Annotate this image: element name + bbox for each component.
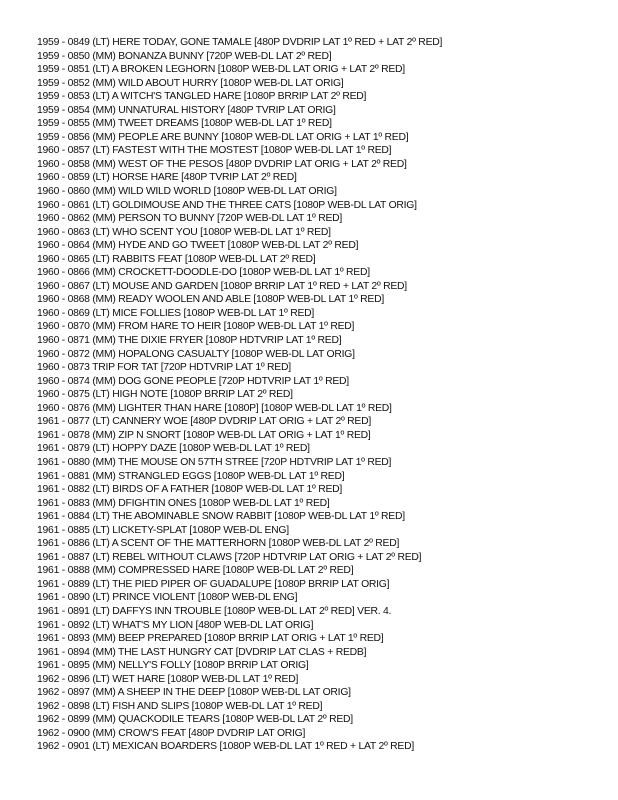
list-item: 1960 - 0867 (LT) MOUSE AND GARDEN [1080P BRRIP LAT 1º RED + LAT 2º RED]	[37, 280, 407, 292]
list-item: 1961 - 0885 (LT) LICKETY-SPLAT [1080P WEB-DL ENG]	[37, 524, 289, 536]
list-item: 1959 - 0855 (MM) TWEET DREAMS [1080P WEB-DL LAT 1º RED]	[37, 118, 332, 130]
list-item: 1961 - 0879 (LT) HOPPY DAZE [1080P WEB-DL LAT 1º RED]	[37, 443, 310, 455]
list-item: 1960 - 0872 (MM) HOPALONG CASUALTY [1080P WEB-DL LAT ORIG]	[37, 348, 355, 360]
list-item: 1959 - 0854 (MM) UNNATURAL HISTORY [480P TVRIP LAT ORIG]	[37, 104, 336, 116]
list-item: 1960 - 0870 (MM) FROM HARE TO HEIR [1080P WEB-DL LAT 1º RED]	[37, 321, 355, 333]
list-item: 1961 - 0886 (LT) A SCENT OF THE MATTERHORN [1080P WEB-DL LAT 2º RED]	[37, 538, 400, 550]
list-item: 1962 - 0901 (LT) MEXICAN BOARDERS [1080P WEB-DL LAT 1º RED + LAT 2º RED]	[37, 741, 414, 753]
list-item: 1961 - 0894 (MM) THE LAST HUNGRY CAT [DVDRIP LAT CLAS + REDB]	[37, 646, 367, 658]
list-item: 1961 - 0877 (LT) CANNERY WOE [480P DVDRIP LAT ORIG + LAT 2º RED]	[37, 416, 371, 428]
list-item: 1961 - 0895 (MM) NELLY'S FOLLY [1080P BRRIP LAT ORIG]	[37, 660, 309, 672]
list-item: 1960 - 0865 (LT) RABBITS FEAT [1080P WEB-DL LAT 2º RED]	[37, 253, 316, 265]
list-item: 1962 - 0896 (LT) WET HARE [1080P WEB-DL LAT 1º RED]	[37, 673, 299, 685]
list-item: 1961 - 0883 (MM) DFIGHTIN ONES [1080P WEB-DL LAT 1º RED]	[37, 497, 330, 509]
list-item: 1959 - 0852 (MM) WILD ABOUT HURRY [1080P WEB-DL LAT ORIG]	[37, 77, 344, 89]
list-item: 1959 - 0851 (LT) A BROKEN LEGHORN [1080P WEB-DL LAT ORIG + LAT 2º RED]	[37, 64, 405, 76]
list-item: 1959 - 0853 (LT) A WITCH'S TANGLED HARE [1080P BRRIP LAT 2º RED]	[37, 91, 367, 103]
list-item: 1960 - 0874 (MM) DOG GONE PEOPLE [720P HDTVRIP LAT 1º RED]	[37, 375, 349, 387]
list-item: 1959 - 0849 (LT) HERE TODAY, GONE TAMALE [480P DVDRIP LAT 1º RED + LAT 2º RED]	[37, 37, 443, 48]
list-item: 1961 - 0881 (MM) STRANGLED EGGS [1080P WEB-DL LAT 1º RED]	[37, 470, 345, 482]
list-item: 1960 - 0875 (LT) HIGH NOTE [1080P BRRIP LAT 2º RED]	[37, 389, 293, 401]
list-item: 1959 - 0856 (MM) PEOPLE ARE BUNNY [1080P WEB-DL LAT ORIG + LAT 1º RED]	[37, 131, 409, 143]
list-item: 1960 - 0866 (MM) CROCKETT-DOODLE-DO [1080P WEB-DL LAT 1º RED]	[37, 267, 370, 279]
list-item: 1960 - 0871 (MM) THE DIXIE FRYER [1080P HDTVRIP LAT 1º RED]	[37, 335, 342, 347]
list-item: 1960 - 0869 (LT) MICE FOLLIES [1080P WEB-DL LAT 1º RED]	[37, 307, 315, 319]
cartoon-list	[37, 36, 442, 754]
list-item: 1961 - 0889 (LT) THE PIED PIPER OF GUADALUPE [1080P BRRIP LAT ORIG]	[37, 578, 390, 590]
list-item: 1962 - 0898 (LT) FISH AND SLIPS [1080P WEB-DL LAT 1º RED]	[37, 700, 323, 712]
list-item: 1960 - 0858 (MM) WEST OF THE PESOS [480P DVDRIP LAT ORIG + LAT 2º RED]	[37, 158, 407, 170]
list-item: 1961 - 0880 (MM) THE MOUSE ON 57TH STREE [720P HDTVRIP LAT 1º RED]	[37, 456, 392, 468]
list-item: 1962 - 0897 (MM) A SHEEP IN THE DEEP [1080P WEB-DL LAT ORIG]	[37, 687, 351, 699]
list-item: 1960 - 0859 (LT) HORSE HARE [480P TVRIP LAT 2º RED]	[37, 172, 297, 184]
list-item: 1960 - 0863 (LT) WHO SCENT YOU [1080P WEB-DL LAT 1º RED]	[37, 226, 331, 238]
list-item: 1960 - 0860 (MM) WILD WILD WORLD [1080P WEB-DL LAT ORIG]	[37, 186, 337, 198]
list-item: 1960 - 0857 (LT) FASTEST WITH THE MOSTEST [1080P WEB-DL LAT 1º RED]	[37, 145, 392, 157]
list-item: 1960 - 0868 (MM) READY WOOLEN AND ABLE [1080P WEB-DL LAT 1º RED]	[37, 294, 384, 306]
list-item: 1961 - 0887 (LT) REBEL WITHOUT CLAWS [720P HDTVRIP LAT ORIG + LAT 2º RED]	[37, 551, 422, 563]
list-item: 1961 - 0890 (LT) PRINCE VIOLENT [1080P WEB-DL ENG]	[37, 592, 298, 604]
list-item: 1961 - 0891 (LT) DAFFYS INN TROUBLE [1080P WEB-DL LAT 2º RED] VER. 4.	[37, 605, 392, 617]
list-item: 1960 - 0876 (MM) LIGHTER THAN HARE [1080P] [1080P WEB-DL LAT 1º RED]	[37, 402, 392, 414]
list-item: 1960 - 0861 (LT) GOLDIMOUSE AND THE THREE CATS [1080P WEB-DL LAT ORIG]	[37, 199, 417, 211]
list-item: 1960 - 0873 TRIP FOR TAT [720P HDTVRIP LAT 1º RED]	[37, 362, 291, 374]
list-item: 1961 - 0888 (MM) COMPRESSED HARE [1080P WEB-DL LAT 2º RED]	[37, 565, 354, 577]
list-item: 1960 - 0864 (MM) HYDE AND GO TWEET [1080P WEB-DL LAT 2º RED]	[37, 240, 359, 252]
list-item: 1962 - 0899 (MM) QUACKODILE TEARS [1080P WEB-DL LAT 2º RED]	[37, 714, 353, 726]
list-item: 1961 - 0882 (LT) BIRDS OF A FATHER [1080P WEB-DL LAT 1º RED]	[37, 484, 343, 496]
list-item: 1961 - 0884 (LT) THE ABOMINABLE SNOW RABBIT [1080P WEB-DL LAT 1º RED]	[37, 511, 405, 523]
list-item: 1961 - 0878 (MM) ZIP N SNORT [1080P WEB-DL LAT ORIG + LAT 1º RED]	[37, 429, 371, 441]
list-item: 1959 - 0850 (MM) BONANZA BUNNY [720P WEB-DL LAT 2º RED]	[37, 50, 332, 62]
list-item: 1961 - 0892 (LT) WHAT'S MY LION [480P WEB-DL LAT ORIG]	[37, 619, 314, 631]
list-item: 1960 - 0862 (MM) PERSON TO BUNNY [720P WEB-DL LAT 1º RED]	[37, 213, 343, 225]
list-item: 1962 - 0900 (MM) CROW'S FEAT [480P DVDRIP LAT ORIG]	[37, 727, 306, 739]
list-item: 1961 - 0893 (MM) BEEP PREPARED [1080P BRRIP LAT ORIG + LAT 1º RED]	[37, 633, 384, 645]
